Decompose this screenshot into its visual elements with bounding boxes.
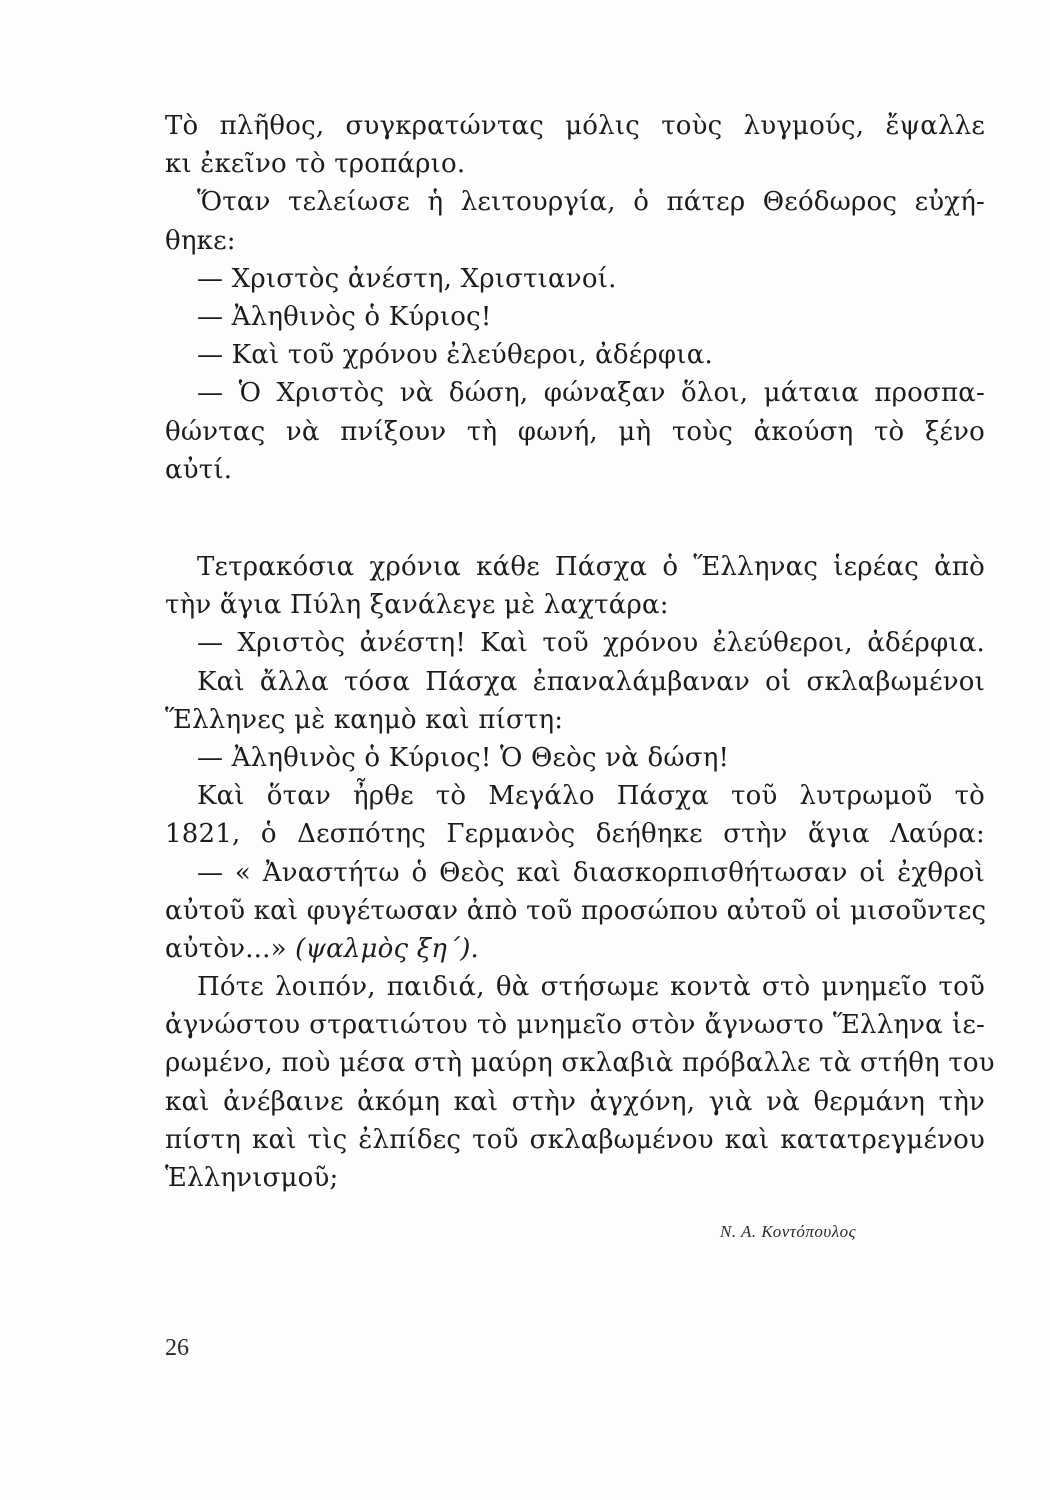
text-line: Ἑλληνισμοῦ; xyxy=(165,1163,339,1193)
dialogue-line: — Ἀληθινὸς ὁ Κύριος! Ὁ Θεὸς νὰ δώση! xyxy=(197,742,730,773)
dialogue-line: — Χριστὸς ἀνέστη! Καὶ τοῦ χρόνου ἐλεύθεροι, ἀδέρφια. xyxy=(197,628,985,659)
dialogue-line: — Ὁ Χριστὸς νὰ δώση, φώναξαν ὅλοι, μάταια προσπα- xyxy=(197,378,985,409)
text-line: ἀγνώστου στρατιώτου τὸ μνημεῖο στὸν ἄγνωστο Ἕλληνα ἱε- xyxy=(165,1010,985,1041)
dialogue-line: — Καὶ τοῦ χρόνου ἐλεύθεροι, ἀδέρφια. xyxy=(197,340,713,371)
dialogue-line: — Χριστὸς ἀνέστη, Χριστιανοί. xyxy=(197,263,617,294)
text-line: Πότε λοιπόν, παιδιά, θὰ στήσωμε κοντὰ στὸ μνημεῖο τοῦ xyxy=(197,972,985,1003)
quote-end: αὐτὸν...» xyxy=(165,933,296,964)
quote-line: — « Ἀναστήτω ὁ Θεὸς καὶ διασκορπισθήτωσαν οἱ ἐχθροὶ xyxy=(197,857,985,888)
quote-line xyxy=(165,930,985,968)
text-line: κι ἐκεῖνο τὸ τροπάριο. xyxy=(165,149,466,180)
text-line: Τὸ πλῆθος, συγκρατώντας μόλις τοὺς λυγμούς, ἔψαλλε xyxy=(165,111,985,141)
text-line: αὐτί. xyxy=(165,454,233,485)
author-signature: Ν. Α. Κοντόπουλος xyxy=(720,1222,856,1241)
dialogue-line: — Ἀληθινὸς ὁ Κύριος! xyxy=(197,301,492,332)
text-line: καὶ ἀνέβαινε ἀκόμη καὶ στὴν ἀγχόνη, γιὰ νὰ θερμάνη τὴν xyxy=(165,1086,985,1117)
text-line: τὴν ἅγια Πύλη ξανάλεγε μὲ λαχτάρα: xyxy=(165,590,669,621)
text-line: πίστη καὶ τὶς ἐλπίδες τοῦ σκλαβωμένου καὶ κατατρεγμένου xyxy=(165,1124,985,1155)
page-number: 26 xyxy=(165,1335,189,1361)
psalm-reference: (ψαλμὸς ξη΄). xyxy=(295,933,480,964)
text-line: 1821, ὁ Δεσπότης Γερμανὸς δεήθηκε στὴν ἅγια Λαύρα: xyxy=(165,819,985,850)
text-line: Καὶ ὅταν ἦρθε τὸ Μεγάλο Πάσχα τοῦ λυτρωμοῦ τὸ xyxy=(197,781,985,812)
text-line: Καὶ ἄλλα τόσα Πάσχα ἐπαναλάμβαναν οἱ σκλαβωμένοι xyxy=(197,666,985,697)
text-line: θηκε: xyxy=(165,225,236,256)
text-line: Ὅταν τελείωσε ἡ λειτουργία, ὁ πάτερ Θεόδωρος εὐχή- xyxy=(197,187,985,218)
quote-line: αὐτοῦ καὶ φυγέτωσαν ἀπὸ τοῦ προσώπου αὐτοῦ οἱ μισοῦντες xyxy=(165,895,987,926)
text-line: θώντας νὰ πνίξουν τὴ φωνή, μὴ τοὺς ἀκούση τὸ ξένο xyxy=(165,416,985,447)
text-section-1 xyxy=(165,107,985,489)
text-section-2 xyxy=(165,548,995,1197)
text-line: ρωμένο, ποὺ μέσα στὴ μαύρη σκλαβιὰ πρόβαλλε τὰ στήθη του xyxy=(165,1048,995,1079)
text-line: Ἕλληνες μὲ καημὸ καὶ πίστη: xyxy=(165,704,564,735)
text-line: Τετρακόσια χρόνια κάθε Πάσχα ὁ Ἕλληνας ἱερέας ἀπὸ xyxy=(197,552,985,582)
